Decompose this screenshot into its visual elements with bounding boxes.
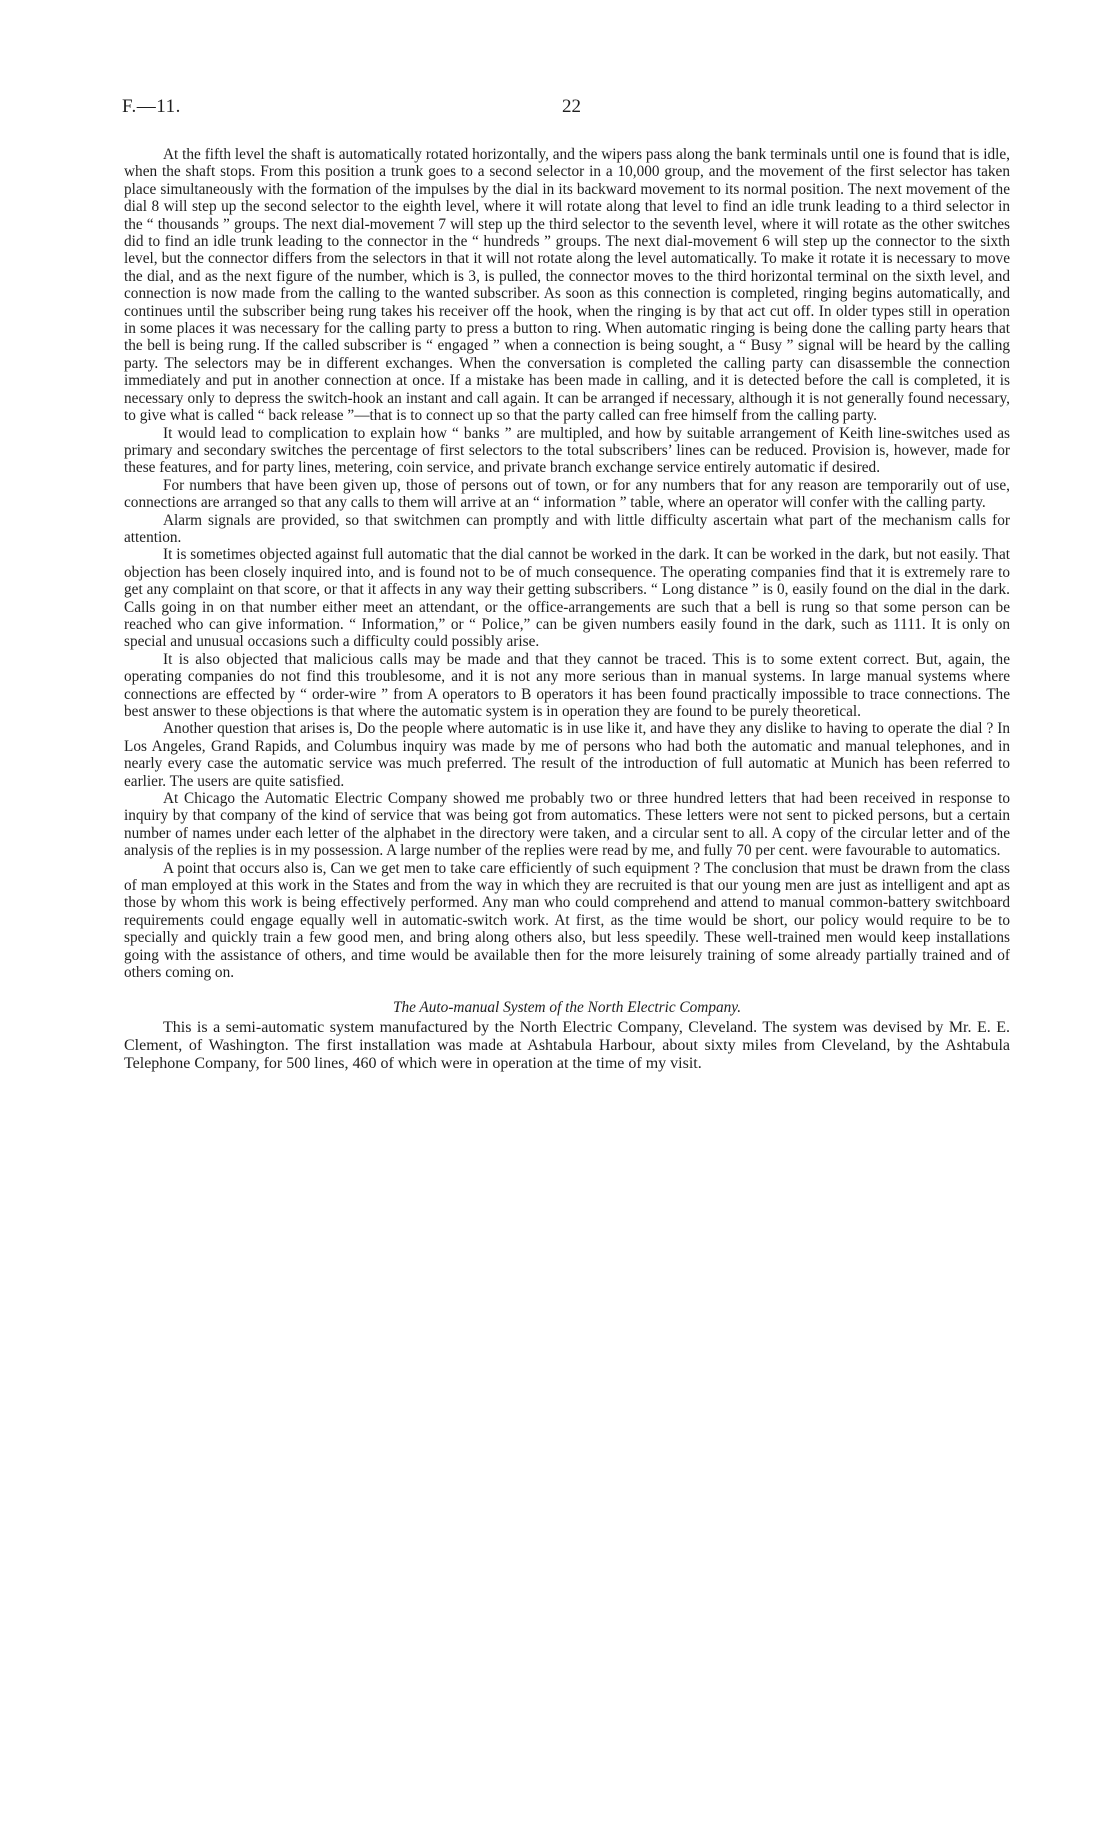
paragraph: At the fifth level the shaft is automatically rotated horizontally, and the wipers pass along the bank terminals until one is found that is idle, when the shaft stops. From this position a trunk goes to a second selector in a 10,000 group, and the movement of the first selector has taken place simultaneously with the formation of the impulses by the dial in its backward movement to its normal position. The next movement of the dial 8 will step up the second selector to the eighth level, where it will rotate along that level to find an idle trunk leading to a third selector in the “ thousands ” groups. The next dial-movement 7 will step up the third selector to the seventh level, where it will rotate as the other switches did to find an idle trunk leading to the connector in the “ hundreds ” groups. The next dial-movement 6 will step up the connector to the sixth level, but the connector differs from the selectors in that it will not rotate along the level automatically. To make it rotate it is necessary to move the dial, and as the next figure of the number, which is 3, is pulled, the connector moves to the third horizontal terminal on the sixth level, and connection is now made from the calling to the wanted subscriber. As soon as this connection is completed, ringing begins automatically, and continues until the subscriber being rung takes his receiver off the hook, when the ringing is by that act cut off. In older types still in operation in some places it was necessary for the calling party to press a button to ring. When automatic ringing is being done the calling party hears that the bell is being rung. If the called subscriber is “ engaged ” when a connection is being sought, a “ Busy ” signal will be heard by the calling party. The selectors may be in different exchanges. When the conversation is completed the calling party can disassemble the connection immediately and put in another connection at once. If a mistake has been made in calling, and it is detected before the call is completed, it is necessary only to depress the switch-hook an instant and call again. It can be arranged if necessary, although it is not generally found necessary, to give what is called “ back release ”—that is to connect up so that the party called can free himself from the calling party. [124, 146, 1010, 425]
paragraph: Another question that arises is, Do the people where automatic is in use like it, and have they any dislike to having to operate the dial ? In Los Angeles, Grand Rapids, and Columbus inquiry was made by me of persons who had both the automatic and manual telephones, and in nearly every case the automatic service was much preferred. The result of the introduction of full automatic at Munich has been referred to earlier. The users are quite satisfied. [124, 720, 1010, 790]
paragraph: Alarm signals are provided, so that switchmen can promptly and with little difficulty ascertain what part of the mechanism calls for attention. [124, 511, 1010, 546]
page-number: 22 [562, 96, 581, 117]
section-heading: The Auto-manual System of the North Electric Company. [392, 998, 742, 1016]
page-body [124, 146, 1010, 1073]
page-header [122, 96, 1012, 124]
section-paragraph: This is a semi-automatic system manufactured by the North Electric Company, Cleveland. The system was devised by Mr. E. E. Clement, of Washington. The first installation was made at Ashtabula Harbour, about sixty miles from Cleveland, by the Ashtabula Telephone Company, for 500 lines, 460 of which were in operation at the time of my visit. [124, 1018, 1010, 1072]
document-reference: F.—11. [122, 96, 181, 117]
paragraph: A point that occurs also is, Can we get men to take care efficiently of such equipment ? The conclusion that must be drawn from the class of man employed at this work in the States and from the way in which they are recruited is that our young men are just as intelligent and apt as those by whom this work is being effectively performed. Any man who could comprehend and attend to manual common-battery switchboard requirements could engage equally well in automatic-switch work. At first, as the time would be short, our policy would require to be to specially and quickly train a few good men, and bring along others also, but less speedily. These well-trained men would keep installations going with the assistance of others, and time would be available then for the more leisurely training of some already partially trained and of others coming on. [124, 859, 1010, 982]
paragraph: For numbers that have been given up, those of persons out of town, or for any numbers that for any reason are temporarily out of use, connections are arranged so that any calls to them will arrive at an “ information ” table, where an operator will confer with the calling party. [124, 476, 1010, 512]
paragraph: It is also objected that malicious calls may be made and that they cannot be traced. This is to some extent correct. But, again, the operating companies do not find this troublesome, and it is not any more serious than in manual systems. In large manual systems where connections are effected by “ order-wire ” from A operators to B operators it has been found practically impossible to trace connections. The best answer to these objections is that where the automatic system is in operation they are found to be purely theoretical. [124, 650, 1010, 720]
paragraph: It would lead to complication to explain how “ banks ” are multipled, and how by suitable arrangement of Keith line-switches used as primary and secondary switches the percentage of first selectors to the total subscribers’ lines can be reduced. Provision is, however, made for these features, and for party lines, metering, coin service, and private branch exchange service entirely automatic if desired. [124, 424, 1010, 477]
paragraph: At Chicago the Automatic Electric Company showed me probably two or three hundred letters that had been received in response to inquiry by that company of the kind of service that was being got from automatics. These letters were not sent to picked persons, but a certain number of names under each letter of the alphabet in the directory were taken, and a circular sent to all. A copy of the circular letter and of the analysis of the replies is in my possession. A large number of the replies were read by me, and fully 70 per cent. were favourable to automatics. [124, 790, 1010, 860]
paragraph: It is sometimes objected against full automatic that the dial cannot be worked in the dark. It can be worked in the dark, but not easily. That objection has been closely inquired into, and is found not to be of much consequence. The operating companies find that it is extremely rare to get any complaint on that score, or that it affects in any way their getting subscribers. “ Long distance ” is 0, easily found on the dial in the dark. Calls going in on that number either meet an attendant, or the office-arrangements are such that a bell is rung so that some person can be reached who can give information. “ Information,” or “ Police,” can be given numbers easily found in the dark, such as 1111. It is only on special and unusual occasions such a difficulty could possibly arise. [124, 546, 1010, 651]
